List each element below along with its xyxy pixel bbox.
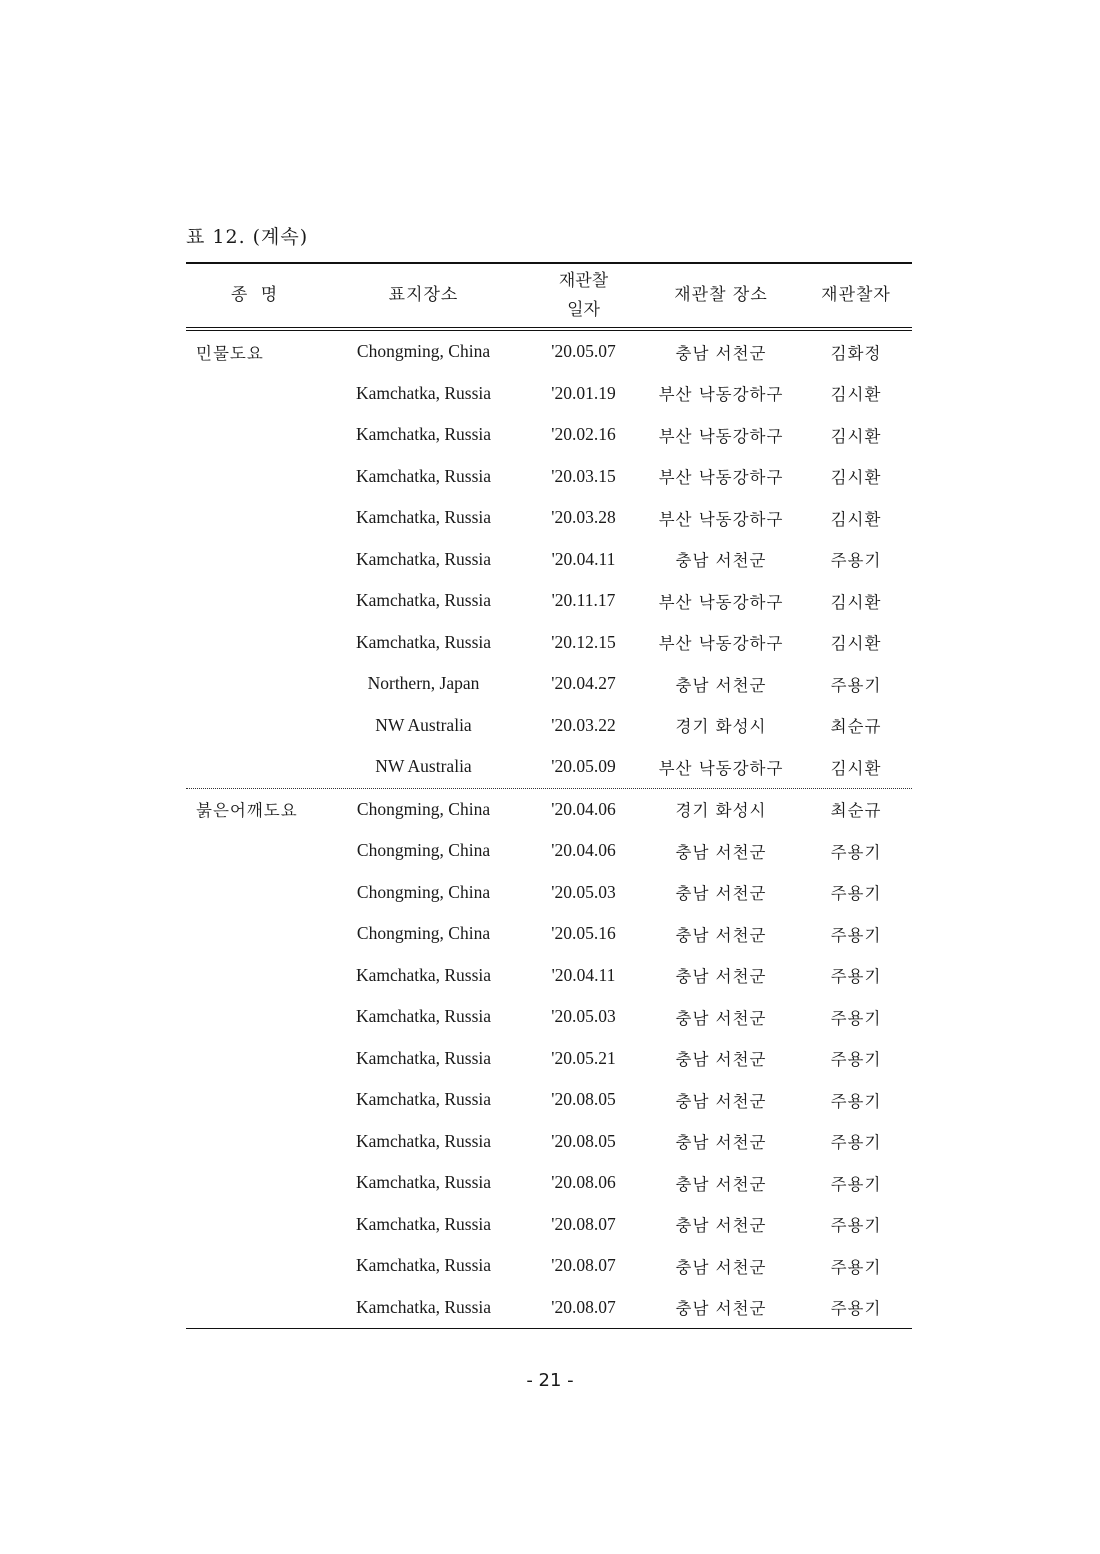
date-cell: '20.08.07: [551, 1296, 616, 1317]
date-cell: '20.08.05: [551, 1130, 616, 1151]
place-cell: 충남 서천군: [675, 1091, 767, 1111]
place-cell: 부산 낙동강하구: [658, 468, 784, 488]
observer-cell: 주용기: [830, 551, 882, 571]
table-row: [186, 580, 912, 622]
site-cell: NW Australia: [375, 756, 472, 777]
date-cell: '20.05.03: [551, 881, 616, 902]
table-row: [186, 1245, 912, 1287]
site-cell: Kamchatka, Russia: [355, 507, 492, 528]
date-cell: '20.12.15: [551, 631, 616, 652]
place-cell: 부산 낙동강하구: [658, 426, 784, 446]
site-cell: Chongming, China: [356, 840, 491, 861]
observer-cell: 주용기: [830, 1133, 882, 1153]
table-row: [186, 1287, 912, 1329]
place-cell: 경기 화성시: [675, 801, 767, 821]
observer-cell: 주용기: [830, 925, 882, 945]
place-cell: 충남 서천군: [675, 1008, 767, 1028]
observer-cell: 주용기: [830, 1174, 882, 1194]
date-cell: '20.03.15: [551, 465, 616, 486]
site-cell: Kamchatka, Russia: [355, 548, 492, 569]
species-cell: 붉은어깨도요: [196, 801, 298, 821]
date-cell: '20.05.09: [551, 756, 616, 777]
page-number: - 21 -: [526, 1370, 574, 1391]
date-cell: '20.01.19: [551, 382, 616, 403]
date-cell: '20.05.03: [551, 1006, 616, 1027]
place-cell: 부산 낙동강하구: [658, 385, 784, 405]
header-observer: 재관찰자: [821, 285, 891, 305]
date-cell: '20.11.17: [551, 590, 616, 611]
place-cell: 부산 낙동강하구: [658, 634, 784, 654]
place-cell: 충남 서천군: [675, 343, 767, 363]
recapture-table: [186, 262, 912, 1329]
table-row: [186, 1121, 912, 1163]
observer-cell: 주용기: [830, 884, 882, 904]
table-row: [186, 414, 912, 456]
table-row: [186, 830, 912, 872]
observer-cell: 주용기: [830, 1008, 882, 1028]
date-cell: '20.05.16: [551, 923, 616, 944]
table-row: [186, 913, 912, 955]
header-place: 재관찰 장소: [674, 285, 768, 305]
place-cell: 충남 서천군: [675, 1050, 767, 1070]
place-cell: 충남 서천군: [675, 551, 767, 571]
place-cell: 경기 화성시: [675, 717, 767, 737]
observer-cell: 김시환: [830, 758, 882, 778]
place-cell: 부산 낙동강하구: [658, 509, 784, 529]
table-caption: 표 12. (계속): [186, 226, 309, 248]
place-cell: 충남 서천군: [675, 1174, 767, 1194]
table-row: [186, 705, 912, 747]
table-row: [186, 1038, 912, 1080]
observer-cell: 김시환: [830, 468, 882, 488]
observer-cell: 주용기: [830, 1050, 882, 1070]
place-cell: 부산 낙동강하구: [658, 758, 784, 778]
date-cell: '20.03.22: [551, 714, 616, 735]
date-cell: '20.04.06: [551, 798, 616, 819]
table-row: [186, 1162, 912, 1204]
observer-cell: 주용기: [830, 1091, 882, 1111]
date-cell: '20.05.07: [551, 341, 616, 362]
observer-cell: 김화정: [830, 343, 882, 363]
header-species: 종 명: [230, 285, 282, 305]
observer-cell: 주용기: [830, 1299, 882, 1319]
date-cell: '20.02.16: [551, 424, 616, 445]
site-cell: Chongming, China: [356, 923, 491, 944]
table-row: [186, 622, 912, 664]
site-cell: Kamchatka, Russia: [355, 1255, 492, 1276]
observer-cell: 주용기: [830, 1257, 882, 1277]
site-cell: Kamchatka, Russia: [355, 382, 492, 403]
site-cell: Kamchatka, Russia: [355, 590, 492, 611]
date-cell: '20.08.07: [551, 1213, 616, 1234]
species-cell: 민물도요: [196, 343, 264, 363]
observer-cell: 김시환: [830, 592, 882, 612]
observer-cell: 김시환: [830, 385, 882, 405]
site-cell: Kamchatka, Russia: [355, 1130, 492, 1151]
place-cell: 충남 서천군: [675, 1216, 767, 1236]
observer-cell: 김시환: [830, 509, 882, 529]
table-row: [186, 789, 912, 831]
site-cell: Kamchatka, Russia: [355, 1296, 492, 1317]
site-cell: Kamchatka, Russia: [355, 964, 492, 985]
place-cell: 부산 낙동강하구: [658, 592, 784, 612]
date-cell: '20.04.06: [551, 840, 616, 861]
place-cell: 충남 서천군: [675, 884, 767, 904]
date-cell: '20.05.21: [551, 1047, 616, 1068]
date-cell: '20.08.06: [551, 1172, 616, 1193]
site-cell: Chongming, China: [356, 798, 491, 819]
site-cell: Kamchatka, Russia: [355, 1213, 492, 1234]
date-cell: '20.04.27: [551, 673, 616, 694]
place-cell: 충남 서천군: [675, 675, 767, 695]
date-cell: '20.08.07: [551, 1255, 616, 1276]
table-row: [186, 872, 912, 914]
table-row: [186, 996, 912, 1038]
site-cell: Kamchatka, Russia: [355, 1047, 492, 1068]
date-cell: '20.04.11: [551, 964, 616, 985]
table-row: [186, 373, 912, 415]
table-header-row: [186, 264, 912, 327]
site-cell: Kamchatka, Russia: [355, 631, 492, 652]
site-cell: Northern, Japan: [367, 673, 480, 694]
observer-cell: 주용기: [830, 675, 882, 695]
place-cell: 충남 서천군: [675, 842, 767, 862]
table-row: [186, 955, 912, 997]
table-row: [186, 497, 912, 539]
table-row: [186, 331, 912, 373]
observer-cell: 주용기: [830, 842, 882, 862]
site-cell: Kamchatka, Russia: [355, 1006, 492, 1027]
observer-cell: 김시환: [830, 634, 882, 654]
observer-cell: 최순규: [830, 801, 882, 821]
site-cell: Kamchatka, Russia: [355, 1172, 492, 1193]
place-cell: 충남 서천군: [675, 1257, 767, 1277]
observer-cell: 주용기: [830, 967, 882, 987]
site-cell: NW Australia: [375, 714, 472, 735]
observer-cell: 주용기: [830, 1216, 882, 1236]
table-row: [186, 1204, 912, 1246]
table-row: [186, 456, 912, 498]
table-body: [186, 331, 912, 1328]
date-cell: '20.08.05: [551, 1089, 616, 1110]
place-cell: 충남 서천군: [675, 967, 767, 987]
table-row: [186, 1079, 912, 1121]
site-cell: Kamchatka, Russia: [355, 1089, 492, 1110]
place-cell: 충남 서천군: [675, 1133, 767, 1153]
site-cell: Kamchatka, Russia: [355, 424, 492, 445]
place-cell: 충남 서천군: [675, 925, 767, 945]
place-cell: 충남 서천군: [675, 1299, 767, 1319]
table-row: [186, 663, 912, 705]
header-site: 표지장소: [388, 285, 459, 305]
table-row: [186, 539, 912, 581]
table-row: [186, 746, 912, 788]
site-cell: Chongming, China: [356, 881, 491, 902]
header-date: 재관찰 일자: [558, 270, 609, 320]
date-cell: '20.04.11: [551, 548, 616, 569]
site-cell: Kamchatka, Russia: [355, 465, 492, 486]
site-cell: Chongming, China: [356, 341, 491, 362]
observer-cell: 김시환: [830, 426, 882, 446]
observer-cell: 최순규: [830, 717, 882, 737]
date-cell: '20.03.28: [551, 507, 616, 528]
table-bottom-rule: [186, 1328, 912, 1329]
